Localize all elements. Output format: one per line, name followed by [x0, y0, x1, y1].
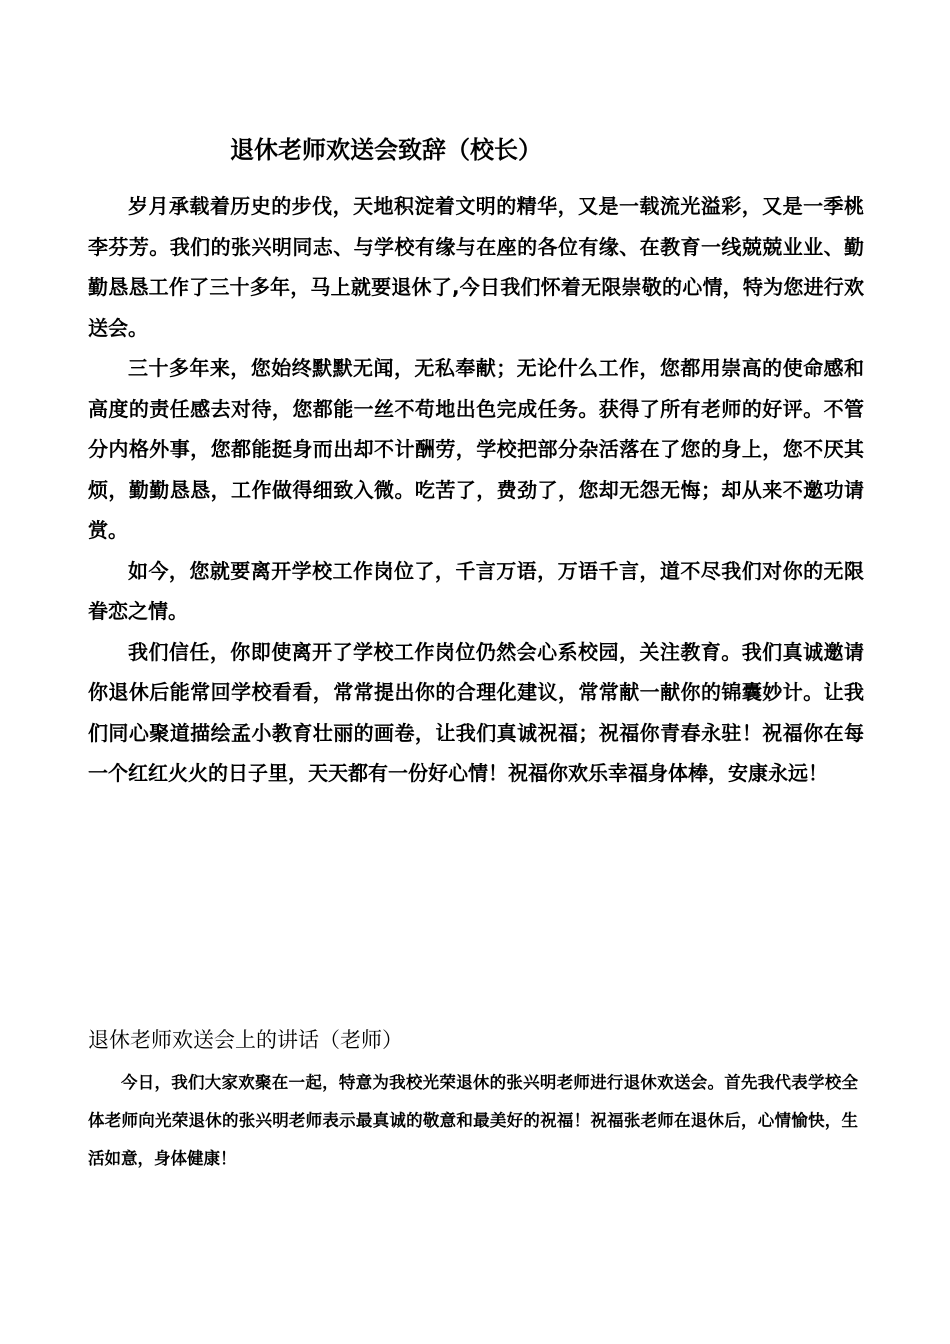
teacher-speech-body: [88, 1064, 858, 1178]
principal-speech-title: 退休老师欢送会致辞（校长）: [230, 136, 542, 164]
principal-speech-body: [88, 186, 864, 794]
paragraph: 岁月承载着历史的步伐，天地积淀着文明的精华，又是一载流光溢彩，又是一季桃李芬芳。我们的张兴明同志、与学校有缘与在座的各位有缘、在教育一线兢兢业业、勤勤恳恳工作了三十多年，马上就要退休了,今日我们怀着无限崇敬的心情，特为您进行欢送会。: [88, 194, 864, 340]
teacher-speech-title: 退休老师欢送会上的讲话（老师）: [88, 1028, 403, 1052]
paragraph: 今日，我们大家欢聚在一起，特意为我校光荣退休的张兴明老师进行退休欢送会。首先我代表学校全体老师向光荣退休的张兴明老师表示最真诚的敬意和最美好的祝福！祝福张老师在退休后，心情愉快，生活如意，身体健康！: [88, 1073, 858, 1168]
paragraph: 我们信任，你即使离开了学校工作岗位仍然会心系校园，关注教育。我们真诚邀请你退休后能常回学校看看，常常提出你的合理化建议，常常献一献你的锦囊妙计。让我们同心聚道描绘孟小教育壮丽的画卷，让我们真诚祝福；祝福你青春永驻！祝福你在每一个红红火火的日子里，天天都有一份好心情！祝福你欢乐幸福身体棒，安康永远！: [88, 639, 864, 785]
paragraph: 如今，您就要离开学校工作岗位了，千言万语，万语千言，道不尽我们对你的无限眷恋之情。: [88, 558, 864, 623]
paragraph: 三十多年来，您始终默默无闻，无私奉献；无论什么工作，您都用崇高的使命感和高度的责任感去对待，您都能一丝不苟地出色完成任务。获得了所有老师的好评。不管分内格外事，您都能挺身而出却不计酬劳，学校把部分杂活落在了您的身上，您不厌其烦，勤勤恳恳，工作做得细致入微。吃苦了，费劲了，您却无怨无悔；却从来不邀功请赏。: [88, 356, 864, 542]
